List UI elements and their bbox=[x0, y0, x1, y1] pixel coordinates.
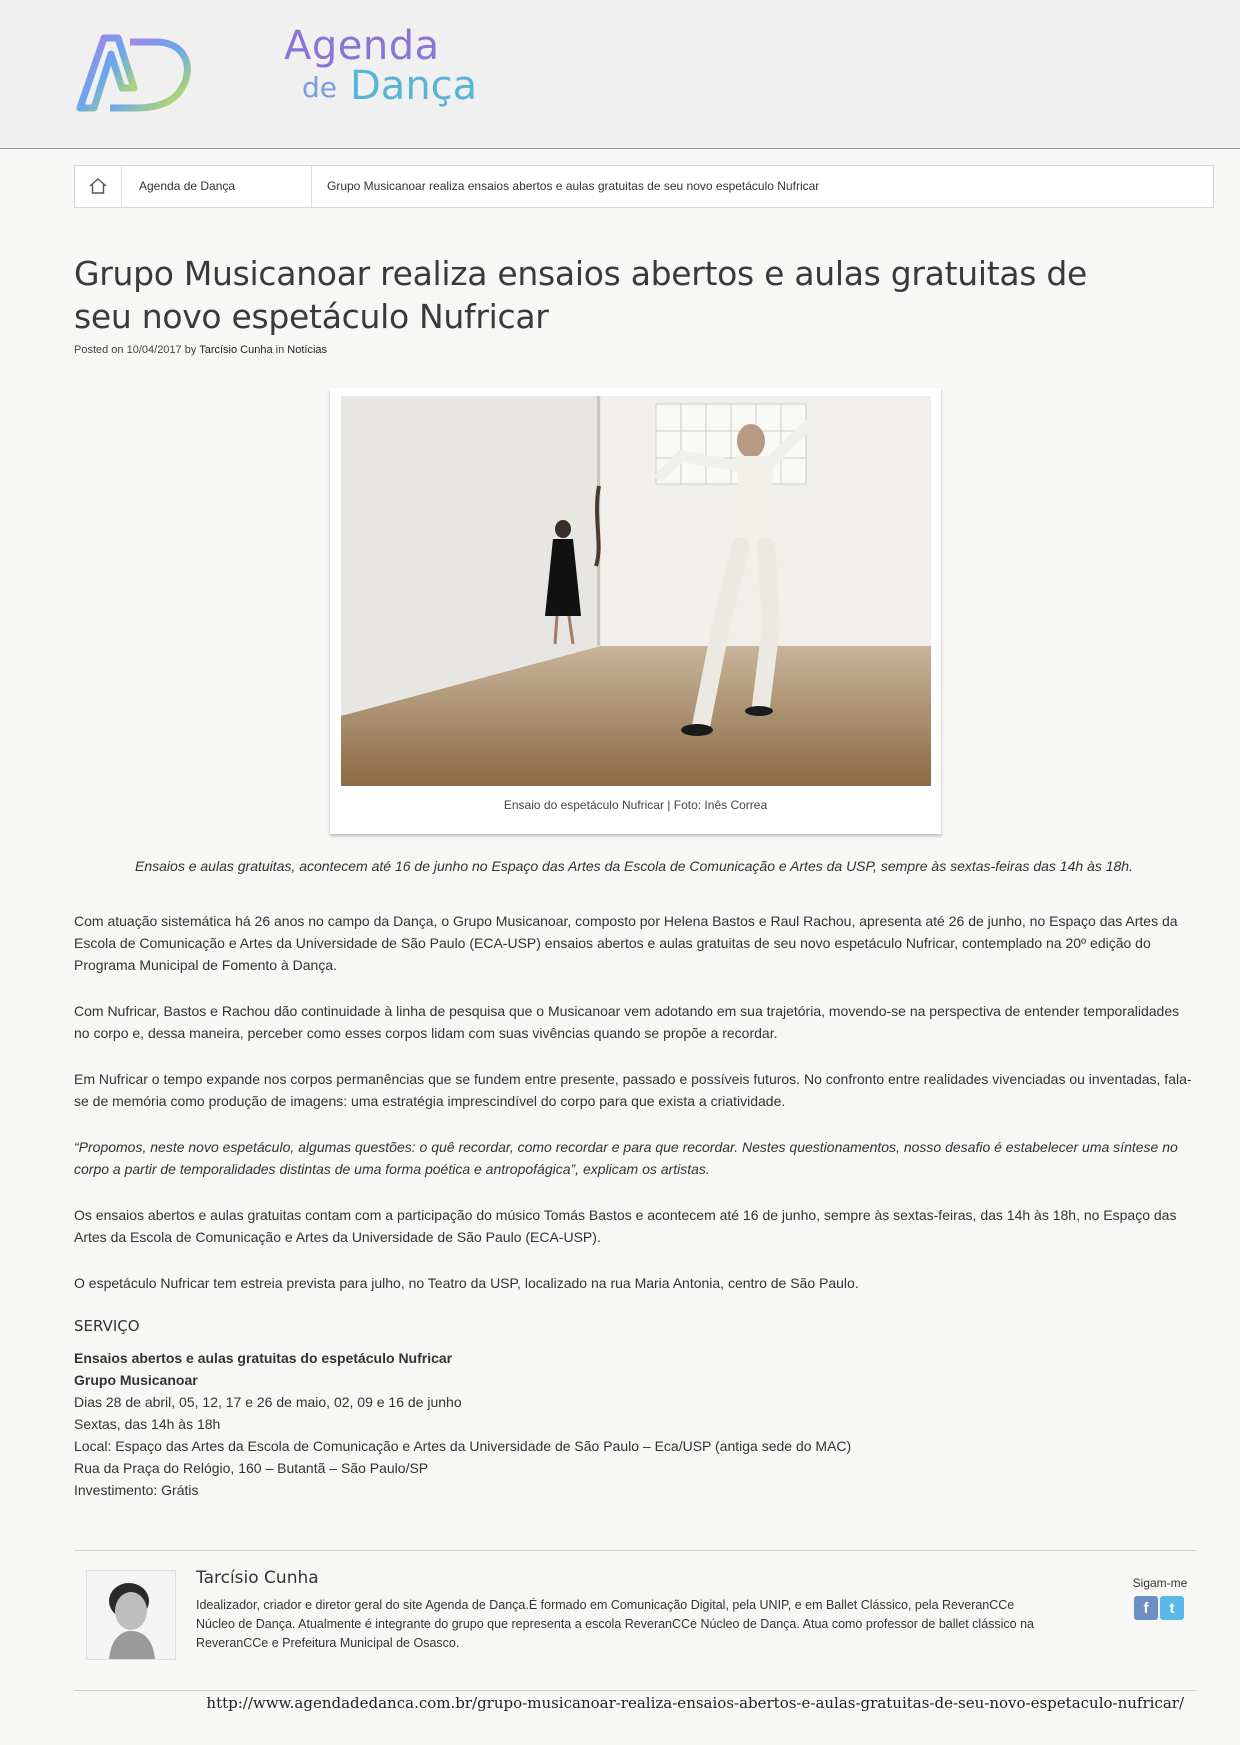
breadcrumb-item-current: Grupo Musicanoar realiza ensaios abertos e aulas gratuitas de seu novo espetáculo Nufricar bbox=[327, 179, 820, 193]
servico-address: Rua da Praça do Relógio, 160 – Butantã – São Paulo/SP bbox=[74, 1460, 429, 1476]
servico-location: Local: Espaço das Artes da Escola de Comunicação e Artes da Universidade de São Paulo – Eca/USP (antiga sede do MAC) bbox=[74, 1438, 852, 1454]
author-name[interactable]: Tarcísio Cunha bbox=[196, 1568, 319, 1588]
photo-caption: Ensaio do espetáculo Nufricar | Foto: Inês Correa bbox=[503, 798, 768, 812]
logo-word-agenda: Agenda bbox=[284, 23, 440, 69]
post-category-link[interactable]: Notícias bbox=[287, 344, 328, 356]
paragraph-1: Com atuação sistemática há 26 anos no campo da Dança, o Grupo Musicanoar, composto por Helena Bastos e Raul Rachou, apresenta até 26 de junho, no Espaço das Artes da Escola de Comunicação e Artes da Universidade de São Paulo (ECA-USP) ensaios abertos e aulas gratuitas de seu novo espetáculo Nufricar, contemplado na 20º edição do Programa Municipal de Fomento à Dança. bbox=[74, 913, 1178, 973]
paragraph-5: Os ensaios abertos e aulas gratuitas contam com a participação do músico Tomás Bastos e acontecem até 16 de junho, sempre às sextas-feiras, das 14h às 18h, no Espaço das Artes da Escola de Comunicação e Artes da Universidade de São Paulo (ECA-USP). bbox=[74, 1207, 1177, 1245]
avatar-photo bbox=[87, 1571, 175, 1659]
post-date: 10/04/2017 bbox=[126, 344, 182, 356]
meta-in: in bbox=[275, 344, 285, 356]
dance-photo-image bbox=[341, 396, 931, 786]
paragraph-3: Em Nufricar o tempo expande nos corpos permanências que se fundem entre presente, passado e possíveis futuros. No confronto entre realidades vivenciadas ou inventadas, fala-se de memória como produção de imagens: uma estratégia imprescindível do corpo para que exista a criatividade. bbox=[74, 1071, 1192, 1109]
post-figure bbox=[330, 388, 941, 834]
divider-top bbox=[74, 1550, 1196, 1551]
home-icon bbox=[89, 178, 107, 194]
social-links bbox=[1134, 1596, 1186, 1620]
logo-word-de: de bbox=[302, 71, 337, 104]
site-header bbox=[0, 0, 1240, 149]
breadcrumb bbox=[74, 165, 1214, 208]
divider-bottom bbox=[74, 1690, 1196, 1691]
logo-word-danca: Dança bbox=[350, 63, 478, 109]
paragraph-2: Com Nufricar, Bastos e Rachou dão continuidade à linha de pesquisa que o Musicanoar vem adotando em sua trajetória, movendo-se na perspectiva de entender temporalidades no corpo e, dessa maneira, perceber como esses corpos lidam com suas vivências quando se propõe a recordar. bbox=[74, 1003, 1180, 1041]
breadcrumb-item-home[interactable]: Agenda de Dança bbox=[121, 166, 312, 207]
meta-posted-on: Posted on bbox=[74, 344, 124, 356]
post-author-link[interactable]: Tarcísio Cunha bbox=[199, 344, 273, 356]
page-url: http://www.agendadedanca.com.br/grupo-musicanoar-realiza-ensaios-abertos-e-aulas-gratuitas-de-seu-novo-espetaculo-nufricar/ bbox=[206, 1694, 1184, 1712]
page-title: Grupo Musicanoar realiza ensaios abertos e aulas gratuitas de seu novo espetáculo Nufricar bbox=[74, 254, 1087, 336]
author-avatar bbox=[86, 1570, 176, 1660]
servico-heading: SERVIÇO bbox=[74, 1317, 140, 1335]
servico-event-title: Ensaios abertos e aulas gratuitas do espetáculo Nufricar bbox=[74, 1350, 453, 1366]
site-logo[interactable] bbox=[74, 22, 478, 122]
logo-wordmark bbox=[208, 22, 478, 122]
servico-group: Grupo Musicanoar bbox=[74, 1372, 198, 1388]
servico-price: Investimento: Grátis bbox=[74, 1482, 199, 1498]
author-bio: Idealizador, criador e diretor geral do site Agenda de Dança.É formado em Comunicação Digital, pela UNIP, e em Ballet Clássico, pela ReveranCCe Núcleo de Dança. Atualmente é integrante do grupo que representa a escola ReveranCCe Núcleo de Dança. Atua como professor de ballet clássico na ReveranCCe e Prefeitura Municipal de Osasco. bbox=[196, 1598, 1035, 1650]
servico-hours: Sextas, das 14h às 18h bbox=[74, 1416, 221, 1432]
breadcrumb-home[interactable] bbox=[75, 166, 122, 207]
servico-dates: Dias 28 de abril, 05, 12, 17 e 26 de maio, 02, 09 e 16 de junho bbox=[74, 1394, 462, 1410]
lead-paragraph: Ensaios e aulas gratuitas, acontecem até 16 de junho no Espaço das Artes da Escola de Comunicação e Artes da USP, sempre às sextas-feiras das 14h às 18h. bbox=[135, 858, 1133, 874]
twitter-icon[interactable]: t bbox=[1160, 1596, 1184, 1620]
logo-mark-icon bbox=[74, 28, 204, 116]
meta-by: by bbox=[184, 344, 197, 356]
paragraph-6: O espetáculo Nufricar tem estreia prevista para julho, no Teatro da USP, localizado na rua Maria Antonia, centro de São Paulo. bbox=[74, 1275, 859, 1291]
post-meta bbox=[74, 344, 327, 356]
servico-details bbox=[74, 1347, 1194, 1501]
post-photo[interactable] bbox=[341, 396, 931, 786]
follow-label: Sigam-me bbox=[1132, 1576, 1188, 1590]
paragraph-4-quote: “Propomos, neste novo espetáculo, algumas questões: o quê recordar, como recordar e para que recordar. Nestes questionamentos, nosso desafio é estabelecer uma síntese no corpo a partir de temporalidades distintas de uma forma poética e antropofágica”, explicam os artistas. bbox=[74, 1139, 1178, 1177]
facebook-icon[interactable]: f bbox=[1134, 1596, 1158, 1620]
